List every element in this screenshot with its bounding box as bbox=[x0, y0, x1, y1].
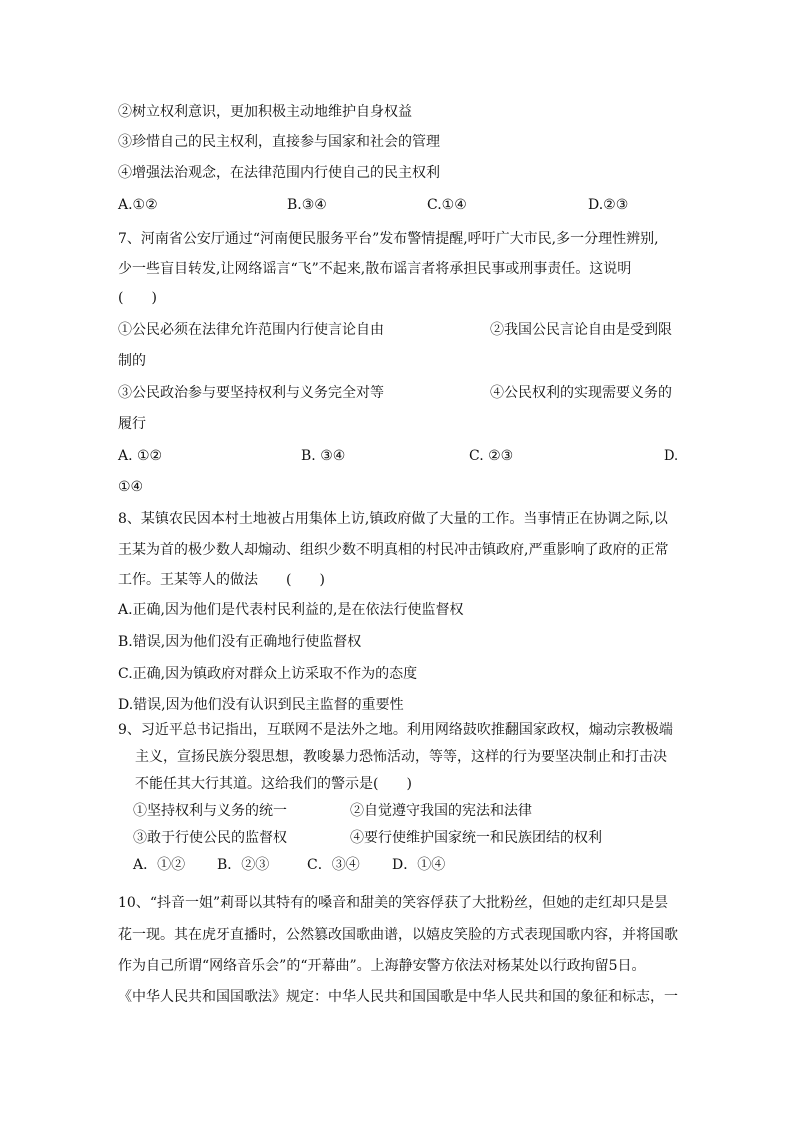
q9-choice-a: A．①② bbox=[133, 857, 186, 873]
q8-stem-line-3: 工作。王某等人的做法 ( ) bbox=[118, 572, 325, 588]
q7-option-4: ④公民权利的实现需要义务的 bbox=[490, 385, 672, 401]
q9-choice-c: C．③④ bbox=[307, 857, 360, 873]
q10-stem-line-2: 花一现。其在虎牙直播时，公然篡改国歌曲谱，以嬉皮笑脸的方式表现国歌内容，并将国歌 bbox=[118, 927, 678, 943]
q6-choice-b: B.③④ bbox=[287, 197, 327, 213]
q7-option-2: ②我国公民言论自由是受到限 bbox=[490, 322, 672, 338]
q7-option-1: ①公民必须在法律允许范围内行使言论自由 bbox=[118, 322, 384, 338]
q8-option-b: B.错误,因为他们没有正确地行使监督权 bbox=[118, 634, 362, 650]
q9-option-4: ④要行使维护国家统一和民族团结的权利 bbox=[350, 830, 602, 846]
q7-choice-a: A. ①② bbox=[118, 448, 163, 464]
q9-stem-line-2: 主义，宣扬民族分裂思想，教唆暴力恐怖活动，等等，这样的行为要坚决制止和打击决 bbox=[135, 749, 667, 765]
q8-stem-line-1: 8、某镇农民因本村土地被占用集体上访,镇政府做了大量的工作。当事情正在协调之际,以 bbox=[118, 511, 668, 527]
q10-stem-line-1: 10、“抖音一姐”莉哥以其特有的嗓音和甜美的笑容俘获了大批粉丝，但她的走红却只是昙 bbox=[118, 895, 669, 911]
q8-stem-line-2: 王某为首的极少数人却煽动、组织少数不明真相的村民冲击镇政府,严重影响了政府的正常 bbox=[118, 542, 669, 558]
q10-stem-line-3: 作为自己所谓“网络音乐会”的“开幕曲”。上海静安警方依法对杨某处以行政拘留5日。 bbox=[118, 958, 646, 974]
q9-stem-line-1: 9、习近平总书记指出，互联网不是法外之地。利用网络鼓吹推翻国家政权，煽动宗教极端 bbox=[118, 722, 673, 738]
q7-answer-paren: ( ) bbox=[118, 290, 157, 306]
q6-option-2: ②树立权利意识，更加积极主动地维护自身权益 bbox=[118, 104, 412, 120]
q8-option-c: C.正确,因为镇政府对群众上访采取不作为的态度 bbox=[118, 666, 418, 682]
q7-stem-line-1: 7、河南省公安厅通过“河南便民服务平台”发布警情提醒,呼吁广大市民,多一分理性辨别, bbox=[118, 231, 659, 247]
q7-choice-b: B. ③④ bbox=[301, 448, 346, 464]
q8-option-d: D.错误,因为他们没有认识到民主监督的重要性 bbox=[118, 697, 404, 713]
q9-option-1: ①坚持权利与义务的统一 bbox=[133, 803, 287, 819]
q9-option-3: ③敢于行使公民的监督权 bbox=[133, 830, 287, 846]
q7-choice-c: C. ②③ bbox=[469, 448, 514, 464]
q7-choice-d-value: ①④ bbox=[118, 479, 144, 495]
q10-stem-line-4: 《中华人民共和国国歌法》规定：中华人民共和国国歌是中华人民共和国的象征和标志，一 bbox=[118, 989, 678, 1005]
q9-option-2: ②自觉遵守我国的宪法和法律 bbox=[350, 803, 532, 819]
q6-choice-a: A.①② bbox=[118, 197, 158, 213]
q7-stem-line-2: 少一些盲目转发,让网络谣言“飞”不起来,散布谣言者将承担民事或刑事责任。这说明 bbox=[118, 261, 632, 277]
q9-stem-line-3: 不能任其大行其道。这给我们的警示是( ) bbox=[135, 776, 412, 792]
q6-option-3: ③珍惜自己的民主权利，直接参与国家和社会的管理 bbox=[118, 134, 440, 150]
q7-option-3: ③公民政治参与要坚持权利与义务完全对等 bbox=[118, 385, 384, 401]
q6-option-4: ④增强法治观念，在法律范围内行使自己的民主权利 bbox=[118, 165, 440, 181]
q8-option-a: A.正确,因为他们是代表村民利益的,是在依法行使监督权 bbox=[118, 602, 464, 618]
q9-choice-d: D．①④ bbox=[392, 857, 446, 873]
q7-choice-d-label: D. bbox=[664, 448, 679, 464]
q6-choice-c: C.①④ bbox=[427, 197, 467, 213]
q6-choice-d: D.②③ bbox=[588, 197, 629, 213]
q9-choice-b: B．②③ bbox=[217, 857, 270, 873]
q7-option-4-continued: 履行 bbox=[118, 416, 146, 432]
q7-option-2-continued: 制的 bbox=[118, 353, 146, 369]
